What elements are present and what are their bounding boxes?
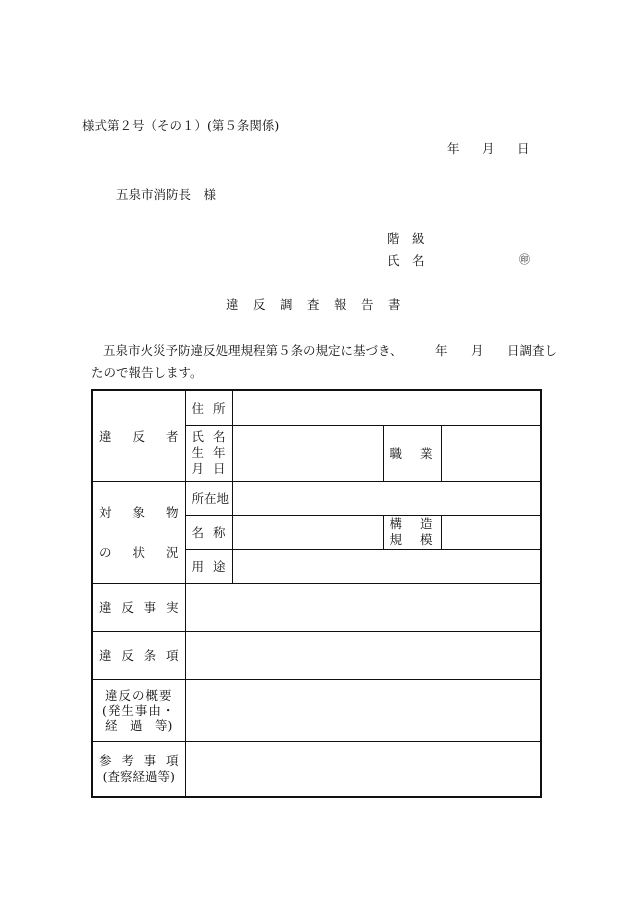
clause-char-2: 反	[121, 648, 134, 663]
violation-clause-field[interactable]	[185, 631, 541, 679]
birth-char-1: 生	[191, 445, 205, 460]
occupation-char-1: 職	[389, 446, 403, 461]
address-char-2: 所	[212, 400, 226, 416]
violation-summary-field[interactable]	[185, 679, 541, 741]
address-label	[185, 390, 232, 425]
body-line-1-year: 年	[435, 343, 448, 358]
target-status-label	[92, 481, 185, 583]
body-line-1-month: 月	[471, 343, 484, 358]
usage-field[interactable]	[232, 549, 541, 583]
designation-field[interactable]	[232, 515, 383, 549]
rank-label: 階 級	[387, 231, 425, 246]
designation-label	[185, 515, 232, 549]
fact-char-2: 反	[121, 600, 134, 615]
fact-char-4: 実	[165, 600, 179, 615]
target-char-4: の	[99, 545, 112, 560]
addressee: 五泉市消防長 様	[116, 187, 217, 202]
reference-field[interactable]	[185, 741, 541, 797]
reference-label	[92, 741, 185, 797]
violation-fact-label	[92, 583, 185, 631]
structure-char-2: 造	[419, 516, 433, 531]
name-label: 氏 名	[387, 253, 425, 268]
address-char-1: 住	[191, 400, 205, 416]
target-char-2: 象	[132, 505, 145, 520]
address-field[interactable]	[232, 390, 541, 425]
location-text: 所在地	[191, 491, 230, 506]
reference-char-3: 事	[143, 752, 157, 768]
occupation-label	[383, 425, 441, 481]
summary-line-1: 違反の概要	[104, 687, 173, 703]
designation-char-2: 称	[212, 525, 226, 540]
reference-char-1: 参	[99, 752, 112, 768]
document-title: 違 反 調 査 報 告 書	[226, 297, 402, 312]
clause-char-4: 項	[165, 648, 179, 663]
fact-char-1: 違	[99, 600, 112, 615]
structure-scale-field[interactable]	[441, 515, 541, 549]
structure-char-1: 構	[389, 516, 403, 531]
date-month-label: 月	[482, 141, 495, 156]
name-birth-label	[185, 425, 232, 481]
location-label	[185, 481, 232, 515]
target-char-1: 対	[99, 505, 112, 520]
scale-char-2: 模	[419, 532, 433, 547]
birth-char-2: 年	[212, 445, 226, 460]
reference-char-2: 考	[121, 752, 134, 768]
date-day-label: 日	[517, 141, 530, 156]
violation-summary-label	[92, 679, 185, 741]
date-year-label: 年	[447, 141, 460, 156]
scale-char-1: 規	[389, 532, 403, 547]
name-birth-field[interactable]	[232, 425, 383, 481]
target-char-3: 物	[165, 505, 179, 520]
usage-char-1: 用	[191, 559, 205, 574]
occupation-field[interactable]	[441, 425, 541, 481]
report-table	[91, 389, 542, 798]
body-line-1-day: 日調査し	[507, 343, 558, 358]
target-char-5: 状	[132, 545, 145, 560]
violator-char-2: 反	[132, 428, 145, 444]
form-number: 様式第２号（その１）(第５条関係)	[82, 118, 280, 133]
occupation-char-2: 業	[419, 446, 433, 461]
name-char-2: 名	[212, 429, 226, 444]
name-char-1: 氏	[191, 429, 205, 444]
violator-char-1: 違	[99, 428, 112, 444]
target-char-6: 況	[165, 545, 179, 560]
summary-line-2: (発生事由・	[102, 702, 176, 718]
body-line-2: たので報告します。	[91, 365, 203, 380]
violation-fact-field[interactable]	[185, 583, 541, 631]
body-line-1: 五泉市火災予防違反処理規程第５条の規定に基づき、	[103, 343, 403, 358]
reference-char-4: 項	[165, 752, 179, 768]
usage-char-2: 途	[212, 559, 226, 574]
fact-char-3: 事	[143, 600, 157, 615]
violation-clause-label	[92, 631, 185, 679]
seal-mark: ㊞	[519, 253, 530, 266]
violator-char-3: 者	[165, 428, 179, 444]
date-char-2: 日	[212, 461, 226, 476]
location-field[interactable]	[232, 481, 541, 515]
structure-scale-label	[383, 515, 441, 549]
reference-line-2: (査察経過等)	[102, 768, 175, 784]
violator-label	[92, 390, 185, 481]
clause-char-3: 条	[143, 648, 157, 663]
date-char-1: 月	[191, 461, 205, 476]
designation-char-1: 名	[191, 525, 205, 540]
summary-line-3: 経 過 等)	[105, 717, 173, 733]
usage-label	[185, 549, 232, 583]
clause-char-1: 違	[99, 648, 112, 663]
